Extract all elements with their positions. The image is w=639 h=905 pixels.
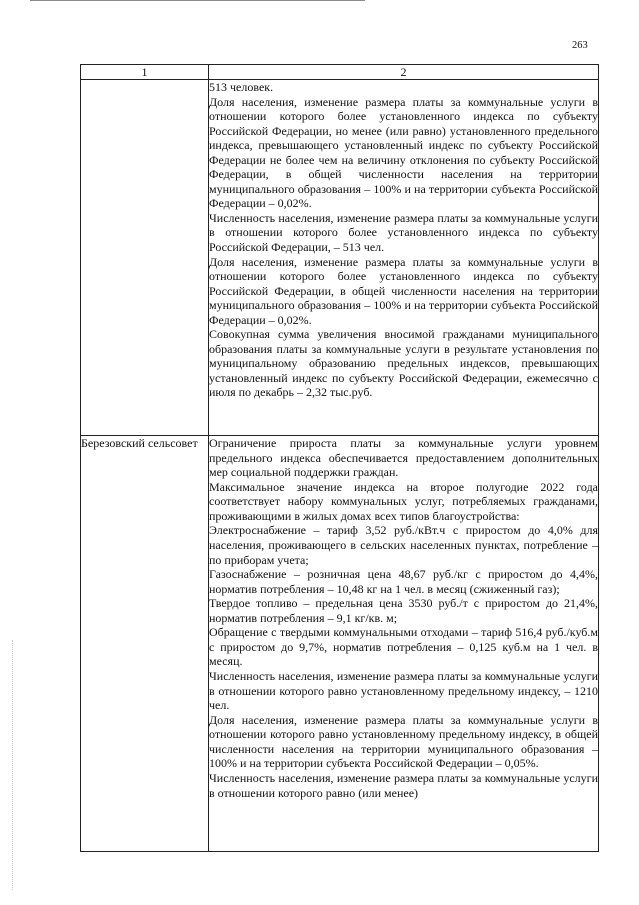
table-row xyxy=(81,436,599,852)
paragraph: Доля населения, изменение размера платы за коммунальные услуги в отношении которого более установленного индекса по субъекту Российской Федерации, но менее (или равно) установленного предельного индекса, превышающего установленный индекс по субъекту Российской Федерации не более чем на величину отклонения по субъекту Российской Федерации, в общей численности населения на территории муниципального образования – 100% и на территории субъекта Российской Федерации – 0,02%. xyxy=(209,94,598,211)
paragraph: Совокупная сумма увеличения вносимой гражданами муниципального образования платы за коммунальные услуги в результате установления по муниципальному образованию предельных индексов, превышающих установленный индекс по субъекту Российской Федерации, ежемесячно с июля по декабрь – 2,32 тыс.руб. xyxy=(209,327,598,400)
paragraph: Электроснабжение – тариф 3,52 руб./кВт.ч с приростом до 4,0% для населения, проживающего в сельских населенных пунктах, потребление – по приборам учета; xyxy=(209,523,598,567)
paragraph: Твердое топливо – предельная цена 3530 руб./т с приростом до 21,4%, норматив потребления – 9,1 кг/кв. м; xyxy=(209,596,598,625)
page-number: 263 xyxy=(572,40,588,51)
table-header-col-1: 1 xyxy=(81,65,209,80)
table-header-row xyxy=(81,65,599,80)
paragraph: Газоснабжение – розничная цена 48,67 руб./кг с приростом до 4,4%, норматив потребления – 10,48 кг на 1 чел. в месяц (сжиженный газ); xyxy=(209,567,598,596)
paragraph: Численность населения, изменение размера платы за коммунальные услуги в отношении которого равно (или менее) xyxy=(209,770,598,800)
paragraph: Численность населения, изменение размера платы за коммунальные услуги в отношении которого равно установленному предельному индексу, – 1210 чел. xyxy=(209,669,598,713)
paragraph: Численность населения, изменение размера платы за коммунальные услуги в отношении которого более установленного индекса по субъекту Российской Федерации, – 513 чел. xyxy=(209,210,598,255)
table-row xyxy=(81,80,599,436)
paragraph: Доля населения, изменение размера платы за коммунальные услуги в отношении которого более установленного индекса по субъекту Российской Федерации, в общей численности населения на территории муниципального образования – 100% и на территории субъекта Российской Федерации – 0,02%. xyxy=(209,254,598,327)
top-rule xyxy=(30,0,365,1)
municipality-name: Березовский сельсовет xyxy=(81,436,209,852)
scan-margin-marks xyxy=(12,640,14,890)
municipality-name xyxy=(81,80,209,436)
paragraph: Максимальное значение индекса на второе полугодие 2022 года соответствует набору коммунальных услуг, потребляемых гражданами, проживающими в жилых домах всех типов благоустройства: xyxy=(209,479,598,523)
table-header-col-2: 2 xyxy=(209,65,599,80)
row-description xyxy=(209,436,599,852)
paragraph: Обращение с твердыми коммунальными отходами – тариф 516,4 руб./куб.м с приростом до 9,7%, норматив потребления – 0,125 куб.м на 1 чел. в месяц. xyxy=(209,625,598,669)
paragraph: Доля населения, изменение размера платы за коммунальные услуги в отношении которого равно установленному предельному индексу, в общей численности населения на территории муниципального образования – 100% и на территории субъекта Российской Федерации – 0,05%. xyxy=(209,712,598,771)
paragraph: Ограничение прироста платы за коммунальные услуги уровнем предельного индекса обеспечивается предоставлением дополнительных мер социальной поддержки граждан. xyxy=(209,436,598,480)
paragraph: 513 человек. xyxy=(209,80,274,94)
row-description xyxy=(209,80,599,436)
document-table xyxy=(80,64,599,852)
